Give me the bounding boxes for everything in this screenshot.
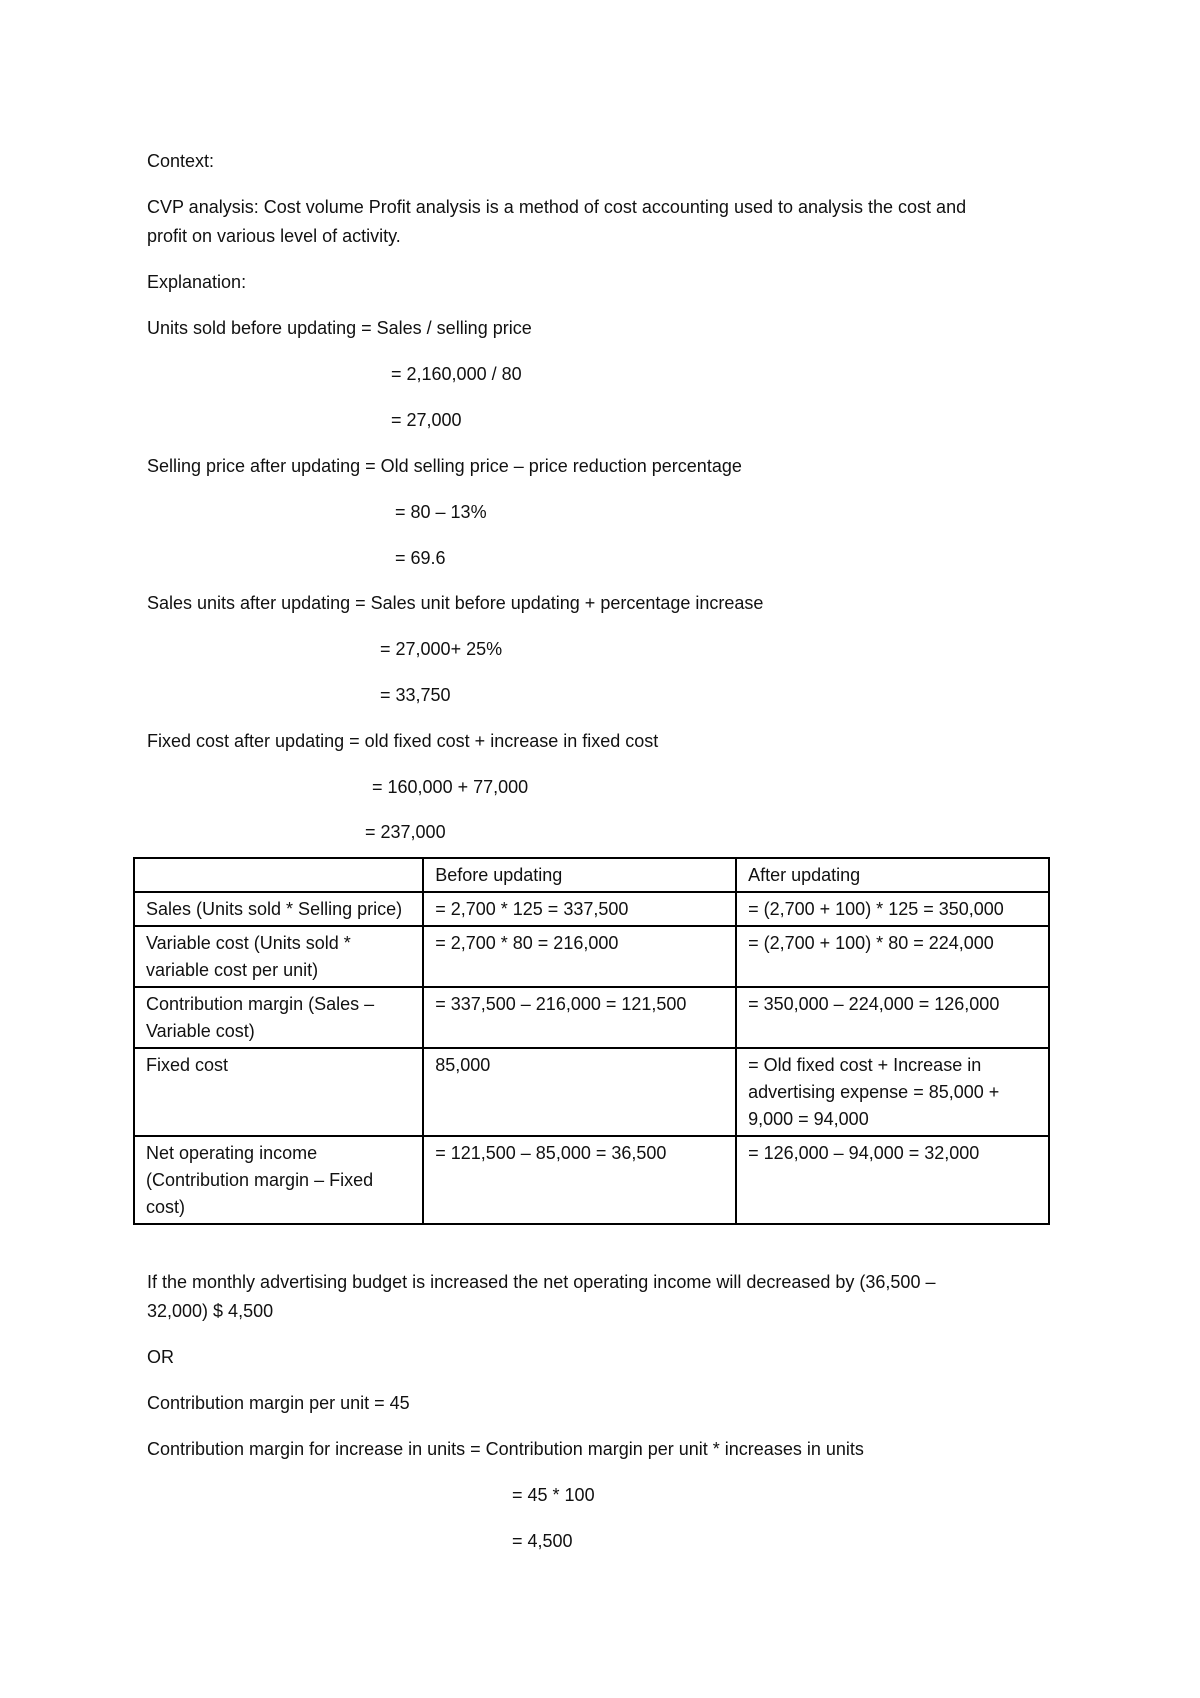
table-row xyxy=(134,926,1049,987)
fixed-cost-formula: Fixed cost after updating = old fixed cost + increase in fixed cost xyxy=(147,731,659,751)
table-header-cell: Before updating xyxy=(423,858,736,892)
table-cell: = 337,500 – 216,000 = 121,500 xyxy=(423,987,736,1048)
table-cell: Variable cost (Units sold * variable cost per unit) xyxy=(134,926,423,987)
table-cell: = Old fixed cost + Increase in advertising expense = 85,000 + 9,000 = 94,000 xyxy=(736,1048,1049,1136)
fixed-cost-step-2: = 237,000 xyxy=(365,822,446,842)
explanation-heading: Explanation: xyxy=(147,272,247,292)
table-cell: = (2,700 + 100) * 80 = 224,000 xyxy=(736,926,1049,987)
selling-price-formula: Selling price after updating = Old selling price – price reduction percentage xyxy=(147,456,742,476)
table-cell: = 350,000 – 224,000 = 126,000 xyxy=(736,987,1049,1048)
cvp-definition-line-1: CVP analysis: Cost volume Profit analysis is a method of cost accounting used to analysis the cost and xyxy=(147,197,967,217)
sales-units-step-1: = 27,000+ 25% xyxy=(380,639,503,659)
table-header-cell xyxy=(134,858,423,892)
table-header-cell: After updating xyxy=(736,858,1049,892)
table-cell: = 2,700 * 80 = 216,000 xyxy=(423,926,736,987)
table-cell: = 126,000 – 94,000 = 32,000 xyxy=(736,1136,1049,1224)
table-row xyxy=(134,1048,1049,1136)
cvp-comparison-table xyxy=(133,857,1050,1225)
table-cell: = 2,700 * 125 = 337,500 xyxy=(423,892,736,926)
sales-units-formula: Sales units after updating = Sales unit before updating + percentage increase xyxy=(147,593,764,613)
table-header-row xyxy=(134,858,1049,892)
cvp-definition-line-2: profit on various level of activity. xyxy=(147,226,401,246)
table-row xyxy=(134,987,1049,1048)
cm-increase-step-2: = 4,500 xyxy=(512,1531,573,1551)
units-sold-step-2: = 27,000 xyxy=(391,410,462,430)
fixed-cost-step-1: = 160,000 + 77,000 xyxy=(372,777,529,797)
sales-units-step-2: = 33,750 xyxy=(380,685,451,705)
units-sold-step-1: = 2,160,000 / 80 xyxy=(391,364,522,384)
context-heading: Context: xyxy=(147,151,215,171)
units-sold-formula: Units sold before updating = Sales / selling price xyxy=(147,318,532,338)
conclusion-line-2: 32,000) $ 4,500 xyxy=(147,1301,274,1321)
table-cell: = 121,500 – 85,000 = 36,500 xyxy=(423,1136,736,1224)
table-cell: Fixed cost xyxy=(134,1048,423,1136)
table-cell: 85,000 xyxy=(423,1048,736,1136)
table-cell: = (2,700 + 100) * 125 = 350,000 xyxy=(736,892,1049,926)
cm-increase-formula: Contribution margin for increase in units = Contribution margin per unit * increases in units xyxy=(147,1439,864,1459)
table-cell: Net operating income (Contribution margin – Fixed cost) xyxy=(134,1136,423,1224)
table-row xyxy=(134,892,1049,926)
table-cell: Contribution margin (Sales – Variable cost) xyxy=(134,987,423,1048)
cm-increase-step-1: = 45 * 100 xyxy=(512,1485,595,1505)
table-row xyxy=(134,1136,1049,1224)
selling-price-step-1: = 80 – 13% xyxy=(395,502,487,522)
conclusion-line-1: If the monthly advertising budget is increased the net operating income will decreased by (36,500 – xyxy=(147,1272,936,1292)
selling-price-step-2: = 69.6 xyxy=(395,548,446,568)
or-separator: OR xyxy=(147,1347,174,1367)
table-cell: Sales (Units sold * Selling price) xyxy=(134,892,423,926)
cm-per-unit: Contribution margin per unit = 45 xyxy=(147,1393,410,1413)
